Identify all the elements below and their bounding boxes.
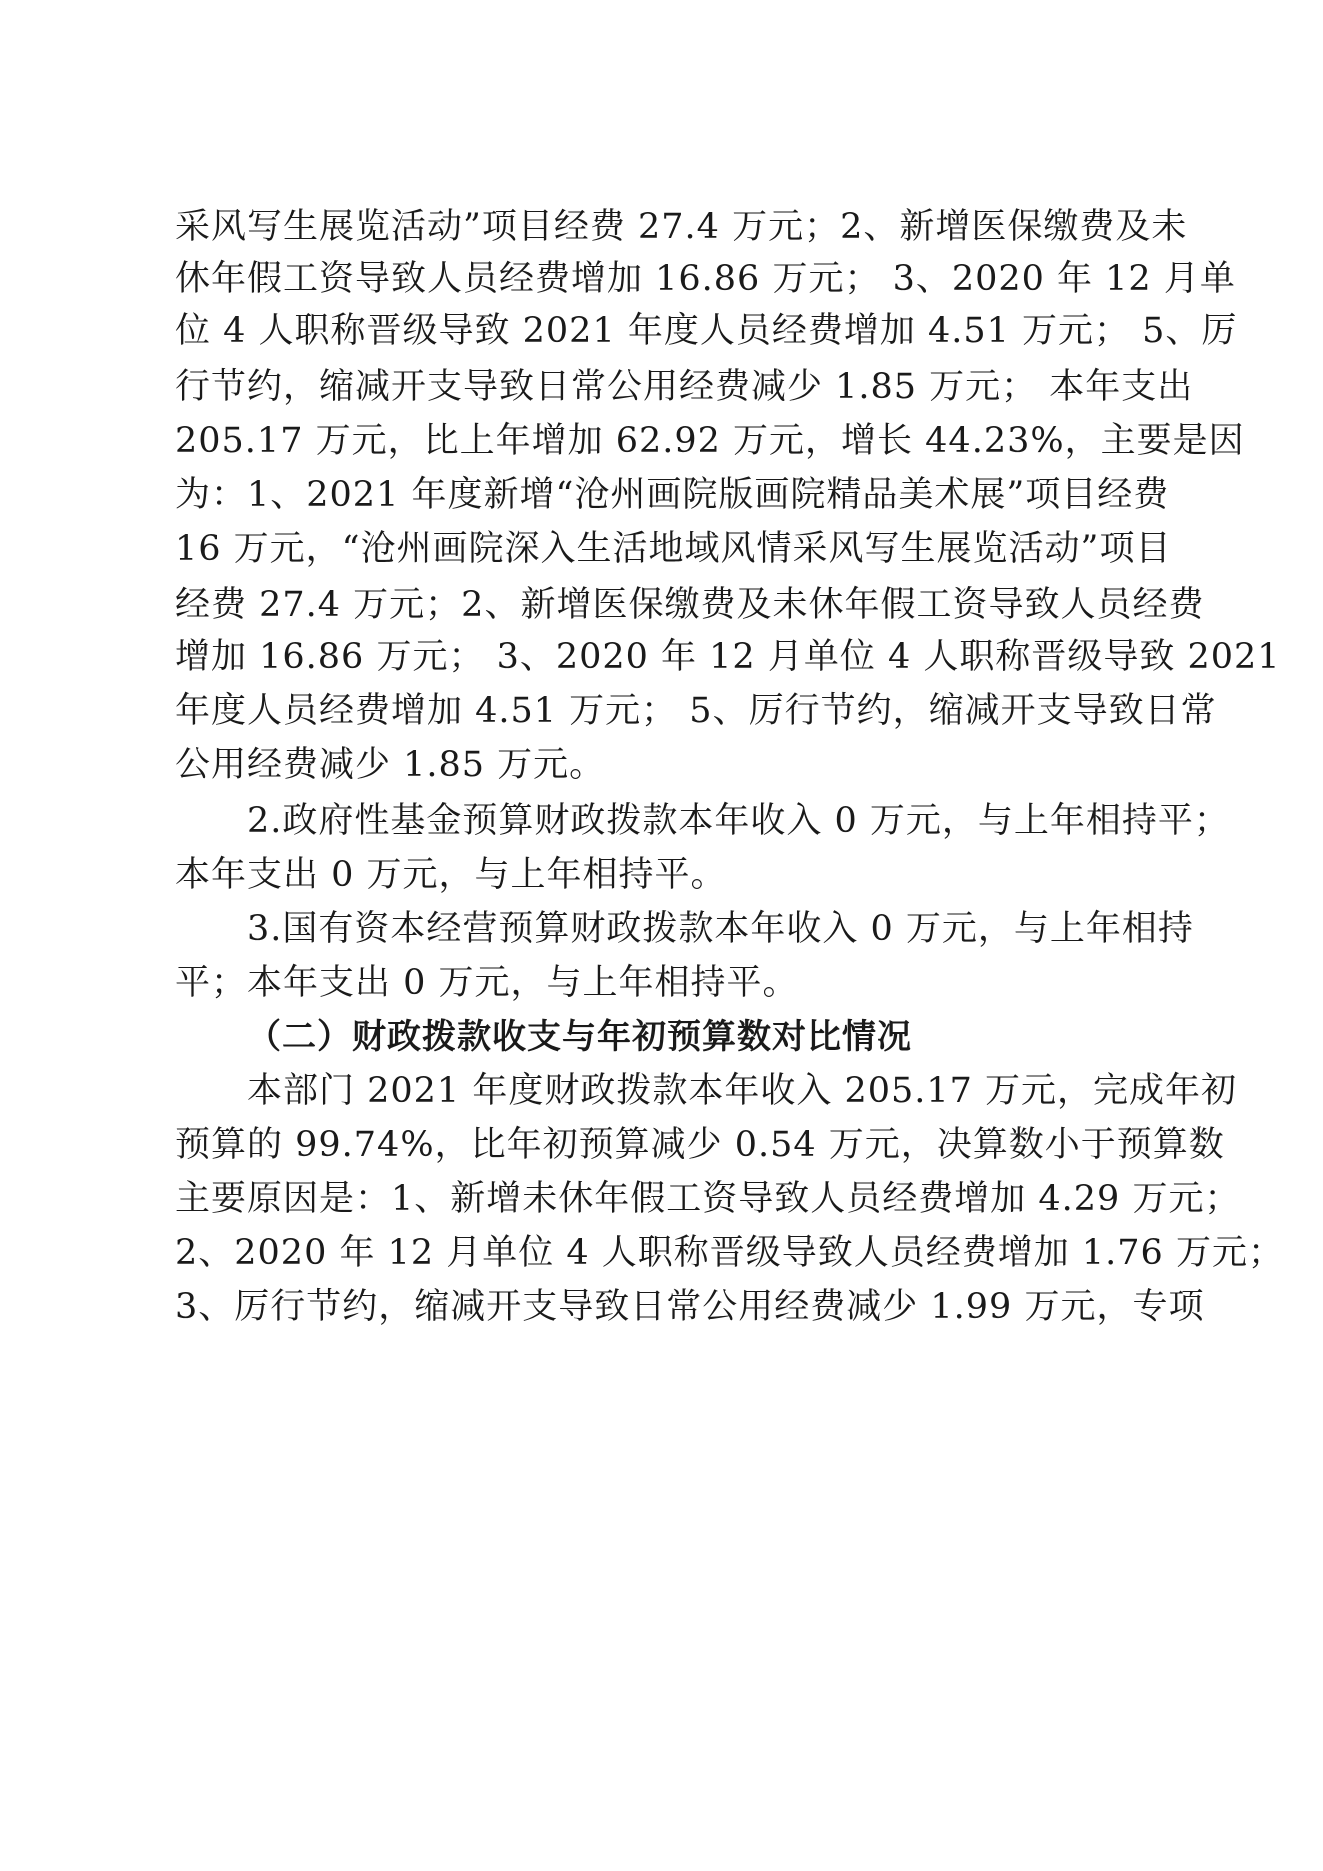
body-text-line: 预算的 99.74%，比年初预算减少 0.54 万元，决算数小于预算数 (175, 1125, 1225, 1165)
body-text-line: 主要原因是：1、新增未休年假工资导致人员经费增加 4.29 万元； (175, 1179, 1241, 1219)
body-text-line: 为：1、2021 年度新增“沧州画院版画院精品美术展”项目经费 (175, 475, 1170, 515)
body-text-line: 2、2020 年 12 月单位 4 人职称晋级导致人员经费增加 1.76 万元； (175, 1233, 1284, 1273)
section-heading: （二）财政拨款收支与年初预算数对比情况 (247, 1017, 912, 1057)
body-text-line: 16 万元，“沧州画院深入生活地域风情采风写生展览活动”项目 (175, 529, 1172, 569)
paragraph-government-fund: 2.政府性基金预算财政拨款本年收入 0 万元，与上年相持平； (247, 801, 1230, 841)
body-text-line: 采风写生展览活动”项目经费 27.4 万元；2、新增医保缴费及未 (175, 207, 1188, 247)
paragraph-budget-comparison: 本部门 2021 年度财政拨款本年收入 205.17 万元，完成年初 (247, 1071, 1238, 1111)
body-text-line: 年度人员经费增加 4.51 万元； 5、厉行节约，缩减开支导致日常 (175, 691, 1217, 731)
body-text-line: 205.17 万元，比上年增加 62.92 万元，增长 44.23%，主要是因 (175, 421, 1245, 461)
paragraph-state-capital: 3.国有资本经营预算财政拨款本年收入 0 万元，与上年相持 (247, 909, 1194, 949)
body-text-line: 平；本年支出 0 万元，与上年相持平。 (175, 963, 799, 1003)
body-text-line: 本年支出 0 万元，与上年相持平。 (175, 855, 727, 895)
body-text-line: 休年假工资导致人员经费增加 16.86 万元； 3、2020 年 12 月单 (175, 259, 1236, 299)
body-text-line: 公用经费减少 1.85 万元。 (175, 745, 606, 785)
body-text-line: 3、厉行节约，缩减开支导致日常公用经费减少 1.99 万元，专项 (175, 1287, 1205, 1327)
body-text-line: 行节约，缩减开支导致日常公用经费减少 1.85 万元； 本年支出 (175, 367, 1194, 407)
body-text-line: 经费 27.4 万元；2、新增医保缴费及未休年假工资导致人员经费 (175, 585, 1205, 625)
body-text-line: 位 4 人职称晋级导致 2021 年度人员经费增加 4.51 万元； 5、厉 (175, 311, 1238, 351)
body-text-line: 增加 16.86 万元； 3、2020 年 12 月单位 4 人职称晋级导致 2021 (175, 637, 1281, 677)
